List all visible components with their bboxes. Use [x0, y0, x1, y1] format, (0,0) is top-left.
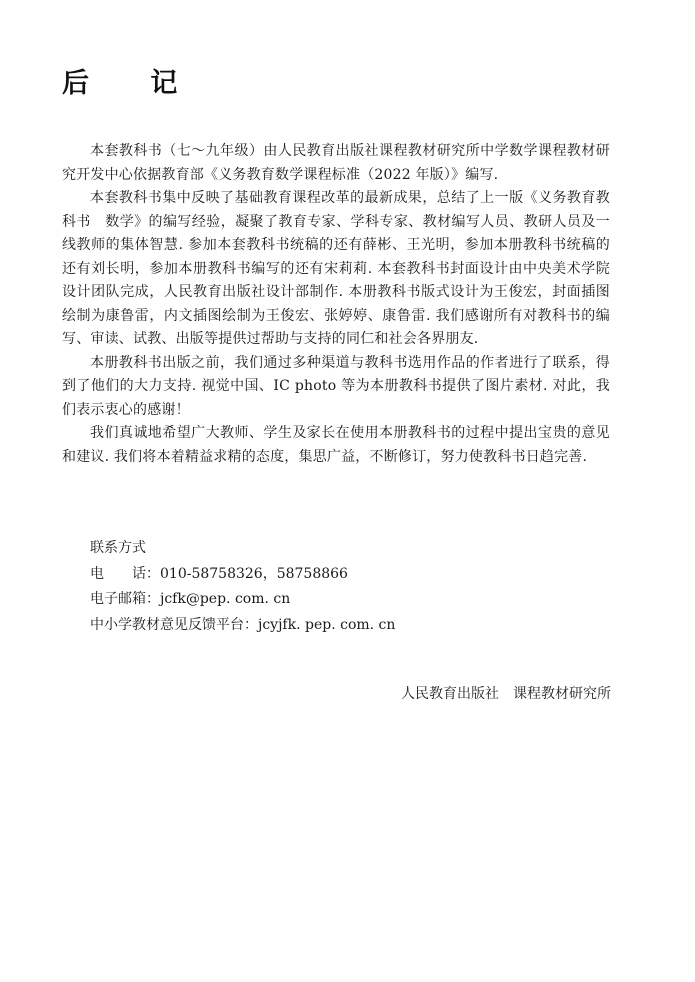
contact-feedback-platform: 中小学教材意见反馈平台：jcyjfk. pep. com. cn [90, 616, 396, 633]
paragraph: 本套教科书（七～九年级）由人民教育出版社课程教材研究所中学数学课程教材研究开发中心依据教育部《义务教育数学课程标准（2022 年版）》编写. [62, 143, 610, 183]
contact-info [90, 536, 395, 638]
contact-heading: 联系方式 [90, 540, 146, 556]
body-text [62, 140, 610, 469]
paragraph: 本册教科书出版之前，我们通过多种渠道与教科书选用作品的作者进行了联系，得到了他们的大力支持. 视觉中国、IC photo 等为本册教科书提供了图片素材. 对此，我们表示衷心的感谢！ [62, 354, 610, 418]
paragraph: 我们真诚地希望广大教师、学生及家长在使用本册教科书的过程中提出宝贵的意见和建议. 我们将本着精益求精的态度，集思广益，不断修订，努力使教科书日趋完善. [62, 425, 610, 465]
page-title: 后 记 [62, 68, 204, 99]
paragraph: 本套教科书集中反映了基础教育课程改革的最新成果，总结了上一版《义务教育教科书 数学》的编写经验，凝聚了教育专家、学科专家、教材编写人员、教研人员及一线教师的集体智慧. 参加本套教科书统稿的还有薛彬、王光明，参加本册教科书统稿的还有刘长明，参加本册教科书编写的还有宋莉莉. 本套教科书封面设计由中央美术学院设计团队完成，人民教育出版社设计部制作. 本册教科书版式设计为王俊宏，封面插图绘制为康鲁雷，内文插图绘制为王俊宏、张婷婷、康鲁雷. 我们感谢所有对教科书的编写、审读、试教、出版等提供过帮助与支持的同仁和社会各界朋友. [62, 190, 610, 347]
signature: 人民教育出版社 课程教材研究所 [401, 686, 611, 702]
contact-phone: 电 话：010-58758326，58758866 [90, 565, 348, 582]
contact-email: 电子邮箱：jcfk@pep. com. cn [90, 591, 291, 607]
